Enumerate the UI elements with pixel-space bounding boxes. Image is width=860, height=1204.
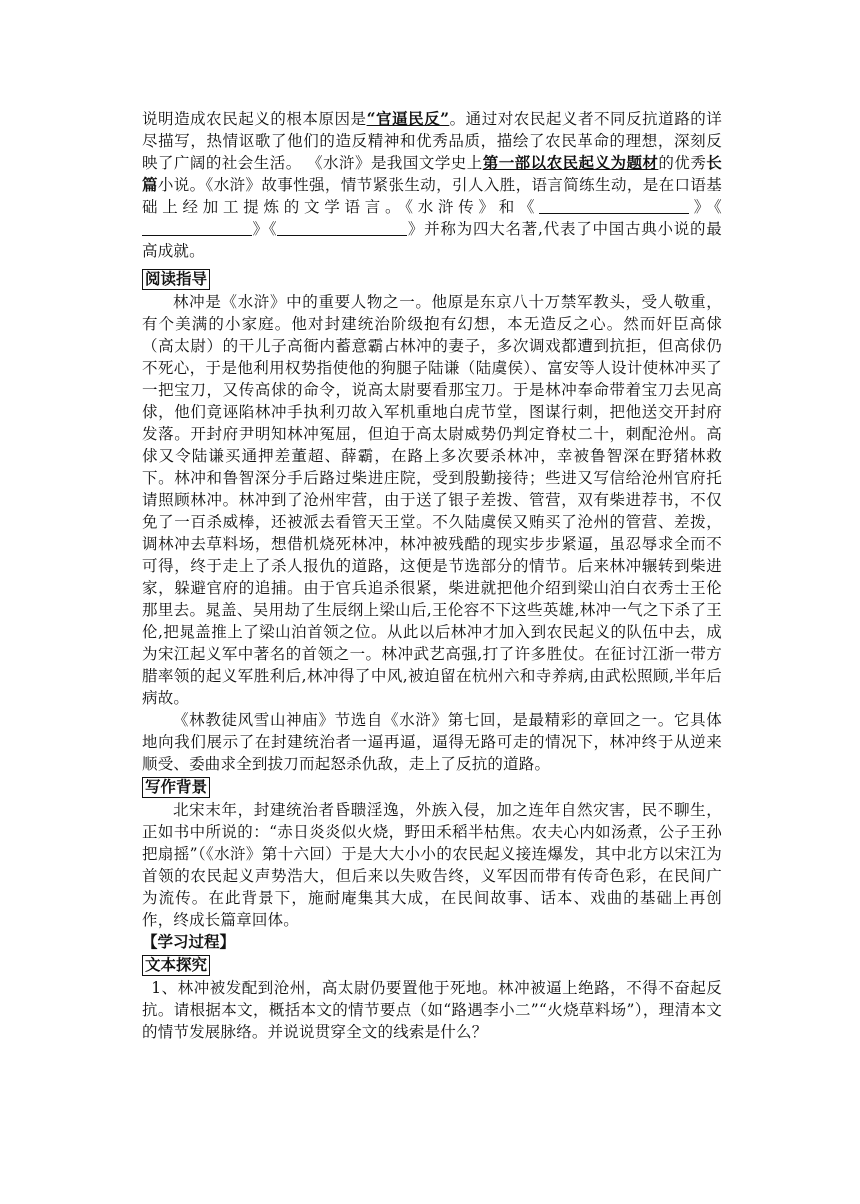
document-page xyxy=(142,108,722,1043)
background-paragraph: 北宋末年，封建统治者昏聩淫逸，外族入侵，加之连年自然灾害，民不聊生，正如书中所说的：“赤日炎炎似火烧，野田禾稻半枯焦。农夫心内如汤煮，公子王孙把扇摇”（《水浒》第十六回）于是大大小小的农民起义接连爆发，其中北方以宋江为首领的农民起义声势浩大，但后来以失败告终，义军因而带有传奇色彩，在民间广为流传。在此背景下，施耐庵集其大成，在民间故事、话本、戏曲的基础上再创作，终成长篇章回体。 xyxy=(142,801,722,929)
intro-paragraph xyxy=(142,108,722,262)
subsection-title-text-inquiry: 文本探究 xyxy=(142,955,210,976)
section-title-background: 写作背景 xyxy=(142,777,210,798)
emphasis-first-novel: 第一部以农民起义为题材 xyxy=(482,153,659,172)
emphasis-long: 长篇 xyxy=(142,153,722,194)
reading-paragraph-2: 《林教徒风雪山神庙》节选自《水浒》第七回，是最精彩的章回之一。它具体地向我们展示了在封建统治者一逼再逼，逼得无路可走的情况下，林冲终于从逆来顺受、委曲求全到拔刀而起怒杀仇敌，走上了反抗的道路。 xyxy=(142,711,722,773)
fill-blank-1[interactable] xyxy=(539,197,689,214)
intro-text: 的优秀 xyxy=(658,154,707,172)
emphasis-guanbi: “官逼民反” xyxy=(366,109,450,128)
section-title-process: 【学习过程】 xyxy=(142,933,236,951)
question-1: 1、林冲被发配到沧州，高太尉仍要置他于死地。林冲被逼上绝路，不得不奋起反抗。请根据本文，概括本文的情节要点（如“路遇李小二”“火烧草料场”），理清本文的情节发展脉络。并说说贯穿全文的线索是什么？ xyxy=(142,979,722,1041)
fill-blank-3[interactable] xyxy=(277,219,407,236)
intro-text: 小说。《水浒》故事性强，情节紧张生动，引人入胜，语言简练生动，是在口语基础上经加工提炼的文学语言。《水浒传》和《 xyxy=(142,176,722,216)
intro-text: 》《 xyxy=(252,220,278,238)
reading-paragraph-1: 林冲是《水浒》中的重要人物之一。他原是东京八十万禁军教头，受人敬重，有个美满的小家庭。他对封建统治阶级抱有幻想，本无造反之心。然而奸臣高俅（高太尉）的干儿子高衙内蓄意霸占林冲的妻子，多次调戏都遭到抗拒，但高俅仍不死心，于是他利用权势指使他的狗腿子陆谦（陆虞侯）、富安等人设计使林冲买了一把宝刀，又传高俅的命令，说高太尉要看那宝刀。于是林冲奉命带着宝刀去见高俅，他们竟诬陷林冲手执利刃故入军机重地白虎节堂，图谋行刺，把他送交开封府发落。开封府尹明知林冲冤屈，但迫于高太尉威势仍判定脊杖二十，刺配沧州。高俅又令陆谦买通押差董超、薛霸，在路上多次要杀林冲，幸被鲁智深在野猪林救下。林冲和鲁智深分手后路过柴进庄院，受到殷勤接待；些进又写信给沧州官府托请照顾林冲。林冲到了沧州牢营，由于送了银子差拨、管营，双有柴进荐书，不仅免了一百杀威棒，还被派去看管天王堂。不久陆虞侯又贿买了沧州的管营、差拨，调林冲去草料场，想借机烧死林冲，林冲被残酷的现实步步紧逼，虽忍辱求全而不可得，终于走上了杀人报仇的道路，这便是节选部分的情节。后来林冲辗转到柴进家，躲避官府的追捕。由于官兵追杀很紧，柴进就把他介绍到梁山泊白衣秀士王伦那里去。晁盖、吴用劫了生辰纲上梁山后,王伦容不下这些英雄,林冲一气之下杀了王伦,把晁盖推上了梁山泊首领之位。从此以后林冲才加入到农民起义的队伍中去，成为宋江起义军中著名的首领之一。林冲武艺高强,打了许多胜仗。在征讨江浙一带方腊率领的起义军胜利后,林冲得了中风,被迫留在杭州六和寺养病,由武松照顾,半年后病故。 xyxy=(142,293,722,707)
intro-text: 》《 xyxy=(689,198,722,216)
intro-text: 说明造成农民起义的根本原因是 xyxy=(142,110,367,128)
fill-blank-2[interactable] xyxy=(142,219,252,236)
section-title-reading: 阅读指导 xyxy=(142,269,210,290)
intro-text: 》并称为四大名著,代表了中国古典小说的最高成就。 xyxy=(142,220,722,260)
intro-text: 。通过对农民起义者不同反抗道路的详尽描写，热情讴歌了他们的造反精神和优秀品质，描绘了农民革命的理想，深刻反映了广阔的社会生活。 《水浒》是我国文学史上 xyxy=(142,110,722,172)
